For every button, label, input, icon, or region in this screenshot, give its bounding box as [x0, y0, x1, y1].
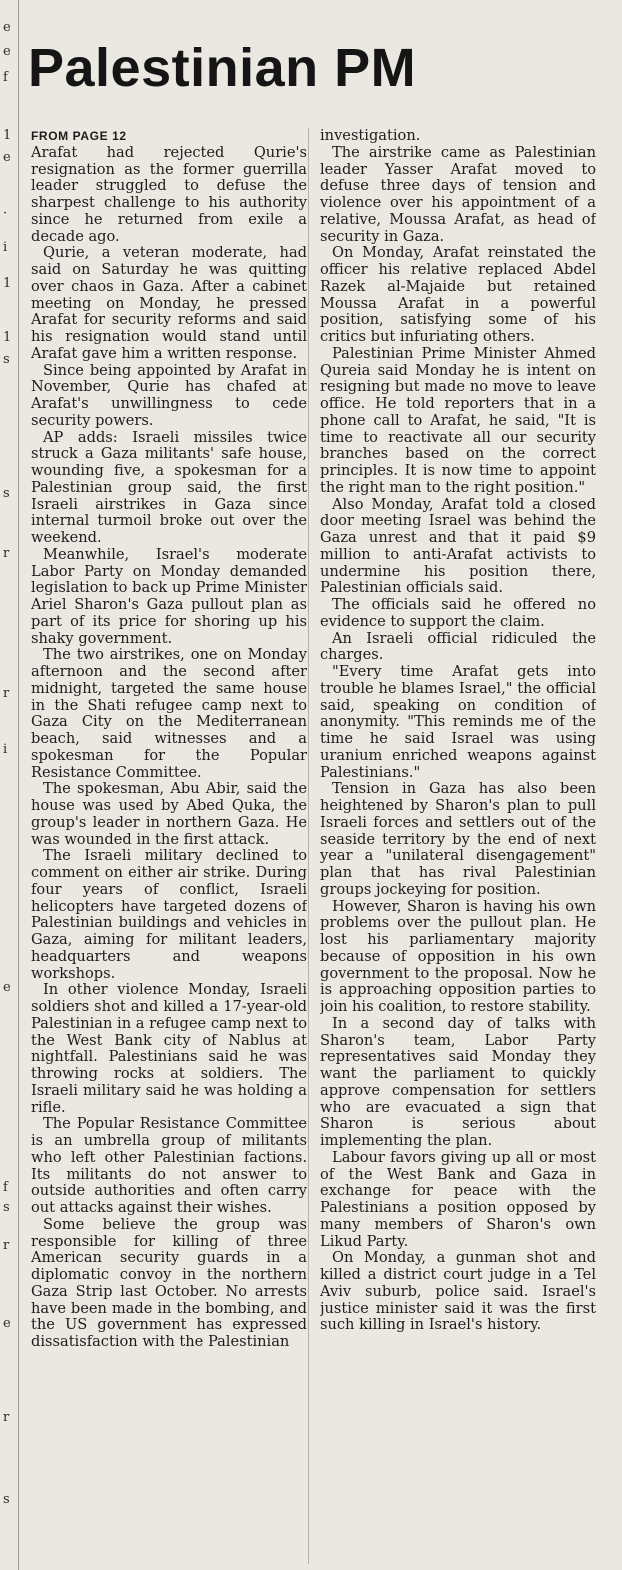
paragraph: Qurie, a veteran moderate, had said on Saturday he was quitting over chaos in Gaza. After a cabinet meeting on Monday, he pressed Arafat for security reforms and said his resignation would stand until Arafat gave him a written response.	[31, 244, 307, 362]
paragraph: On Monday, a gunman shot and killed a district court judge in a Tel Aviv suburb, police said. Israel's justice minister said it was the first such killing in Israel's history.	[320, 1249, 596, 1334]
article-column-right	[320, 128, 596, 1564]
paragraph: "Every time Arafat gets into trouble he blames Israel," the official said, speaking on condition of anonymity. "This reminds me of the time he said Israel was using uranium enriched weapons against Palestinians."	[320, 663, 596, 781]
adjacent-column-edge: e e f 1 e · i 1 1 s s r r i e f s r e r s	[0, 0, 19, 1570]
paragraph: Tension in Gaza has also been heightened by Sharon's plan to pull Israeli forces and settlers out of the seaside territory by the end of next year a "unilateral disengagement" plan that has rival Palestinian groups jockeying for position.	[320, 780, 596, 898]
paragraph: AP adds: Israeli missiles twice struck a Gaza militants' safe house, wounding five, a spokesman for a Palestinian group said, the first Israeli airstrikes in Gaza since internal turmoil broke out over the weekend.	[31, 428, 307, 546]
paragraph: The two airstrikes, one on Monday afternoon and the second after midnight, targeted the same house in the Shati refugee camp next to Gaza City on the Mediterranean beach, said witnesses and a spokesman for the Popular Resistance Committee.	[31, 646, 307, 781]
paragraph: Also Monday, Arafat told a closed door meeting Israel was behind the Gaza unrest and that it paid $9 million to anti-Arafat activists to undermine his position there, Palestinian officials said.	[320, 495, 596, 597]
paragraph: However, Sharon is having his own problems over the pullout plan. He lost his parliamentary majority because of opposition in his own government to the proposal. Now he is approaching opposition parties to join his coalition, to restore stability.	[320, 897, 596, 1015]
paragraph: The spokesman, Abu Abir, said the house was used by Abed Quka, the group's leader in northern Gaza. He was wounded in the first attack.	[31, 780, 307, 848]
paragraph: The Popular Resistance Committee is an umbrella group of militants who left other Palestinian factions. Its militants do not answer to outside authorities and often carry out attacks against their wishes.	[31, 1115, 307, 1216]
article-column-left	[31, 128, 307, 1564]
paragraph: Arafat had rejected Qurie's resignation as the former guerrilla leader struggled to defuse the sharpest challenge to his authority since he returned from exile a decade ago.	[31, 143, 307, 245]
paragraph: On Monday, Arafat reinstated the officer his relative replaced Abdel Razek al-Majaide but retained Moussa Arafat in a powerful position, satisfying some of his critics but infuriating others.	[320, 244, 596, 345]
paragraph: An Israeli official ridiculed the charges.	[320, 629, 596, 664]
paragraph: investigation.	[320, 128, 421, 144]
paragraph: Since being appointed by Arafat in November, Qurie has chafed at Arafat's unwillingness to cede security powers.	[31, 361, 307, 429]
continuation-kicker: FROM PAGE 12	[31, 129, 127, 143]
column-divider	[308, 128, 309, 1564]
paragraph: The Israeli military declined to comment on either air strike. During four years of conflict, Israeli helicopters have targeted dozens of Palestinian buildings and vehicles in Gaza, aiming for militant leaders, headquarters and weapons workshops.	[31, 847, 307, 982]
paragraph: Meanwhile, Israel's moderate Labor Party on Monday demanded legislation to back up Prime Minister Ariel Sharon's Gaza pullout plan as part of its price for shoring up his shaky government.	[31, 545, 307, 647]
paragraph: Some believe the group was responsible for killing of three American security guards in a diplomatic convoy in the northern Gaza Strip last October. No arrests have been made in the bombing, and the US government has expressed dissatisfaction with the Palestinian	[31, 1215, 307, 1350]
paragraph: Palestinian Prime Minister Ahmed Qureia said Monday he is intent on resigning but made no move to leave office. He told reporters that in a phone call to Arafat, he said, "It is time to reactivate all our security branches based on the correct principles. It is now time to appoint the right man to the right position."	[320, 344, 596, 496]
paragraph: In a second day of talks with Sharon's team, Labor Party representatives said Monday they want the parliament to quickly approve compensation for settlers who are evacuated a sign that Sharon is serious about implementing the plan.	[320, 1014, 596, 1149]
headline: Palestinian PM	[28, 38, 417, 98]
paragraph: Labour favors giving up all or most of the West Bank and Gaza in exchange for peace with the Palestinians a position opposed by many members of Sharon's own Likud Party.	[320, 1148, 596, 1250]
paragraph: The airstrike came as Palestinian leader Yasser Arafat moved to defuse three days of tension and violence over his appointment of a relative, Moussa Arafat, as head of security in Gaza.	[320, 143, 596, 245]
paragraph: In other violence Monday, Israeli soldiers shot and killed a 17-year-old Palestinian in a refugee camp next to the West Bank city of Nablus at nightfall. Palestinians said he was throwing rocks at soldiers. The Israeli military said he was holding a rifle.	[31, 981, 307, 1116]
paragraph: The officials said he offered no evidence to support the claim.	[320, 596, 596, 630]
